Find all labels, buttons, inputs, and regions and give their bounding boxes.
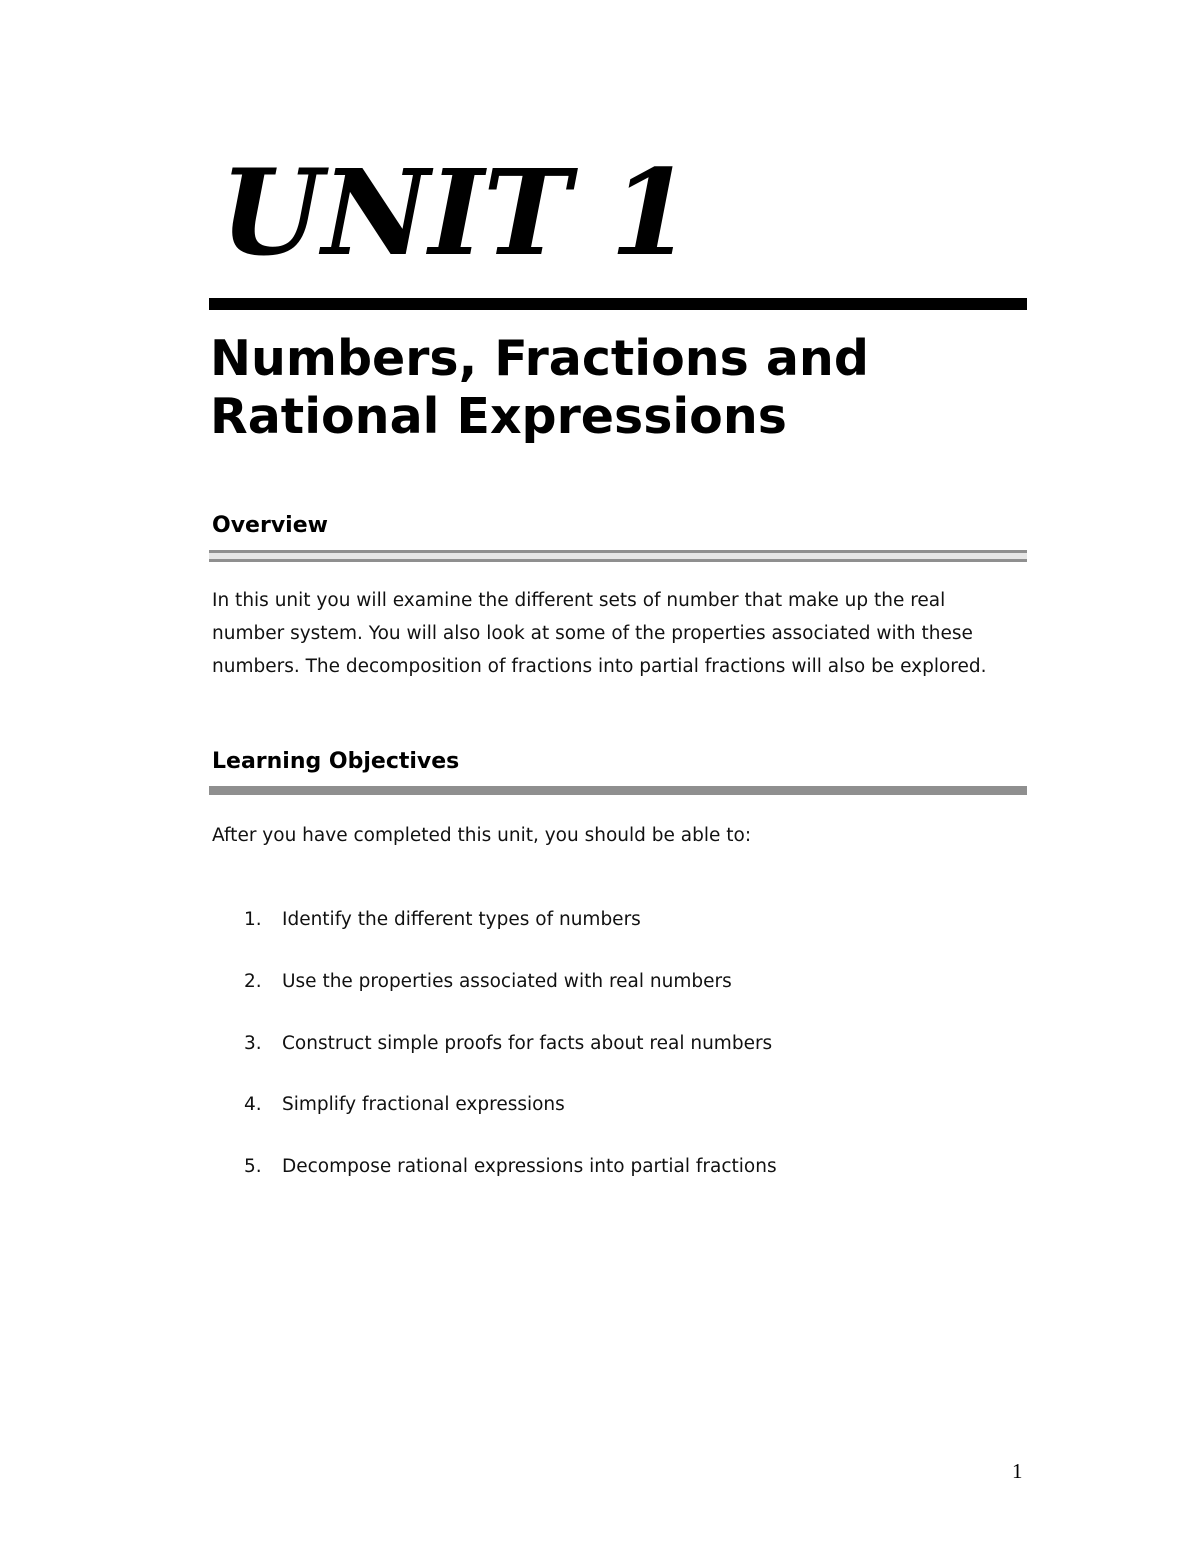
list-item-text: Simplify fractional expressions	[282, 1094, 565, 1116]
unit-title-line: Numbers, Fractions and	[210, 330, 869, 387]
objectives-divider	[209, 786, 1027, 795]
unit-title	[210, 330, 1030, 446]
list-item	[244, 906, 777, 968]
list-item	[244, 1153, 777, 1215]
objectives-list	[244, 906, 777, 1215]
list-item	[244, 1030, 777, 1092]
list-item-number: 2.	[244, 970, 262, 992]
overview-line: numbers. The decomposition of fractions into partial fractions will also be explored.	[212, 656, 987, 677]
list-item-number: 1.	[244, 909, 262, 930]
objectives-lead-in: After you have completed this unit, you should be able to:	[212, 825, 752, 846]
list-item	[244, 1091, 777, 1153]
overview-heading: Overview	[212, 513, 328, 538]
title-divider	[209, 298, 1027, 310]
list-item-text: Decompose rational expressions into partial fractions	[282, 1156, 777, 1177]
list-item-number: 5.	[244, 1156, 262, 1177]
unit-title-line: Rational Expressions	[210, 388, 787, 445]
overview-paragraph	[212, 584, 986, 683]
list-item-number: 4.	[244, 1094, 262, 1116]
list-item	[244, 968, 777, 1030]
overview-divider	[209, 550, 1027, 562]
learning-objectives-heading: Learning Objectives	[212, 749, 460, 774]
list-item-number: 3.	[244, 1032, 262, 1054]
list-item-text: Identify the different types of numbers	[282, 909, 641, 930]
overview-line: In this unit you will examine the different sets of number that make up the real	[212, 590, 946, 611]
list-item-text: Construct simple proofs for facts about real numbers	[282, 1032, 773, 1054]
page-number: 1	[1012, 1459, 1023, 1483]
overview-line: number system. You will also look at some of the properties associated with these	[212, 623, 973, 644]
unit-label: UNIT 1	[220, 143, 691, 282]
list-item-text: Use the properties associated with real numbers	[282, 970, 732, 992]
